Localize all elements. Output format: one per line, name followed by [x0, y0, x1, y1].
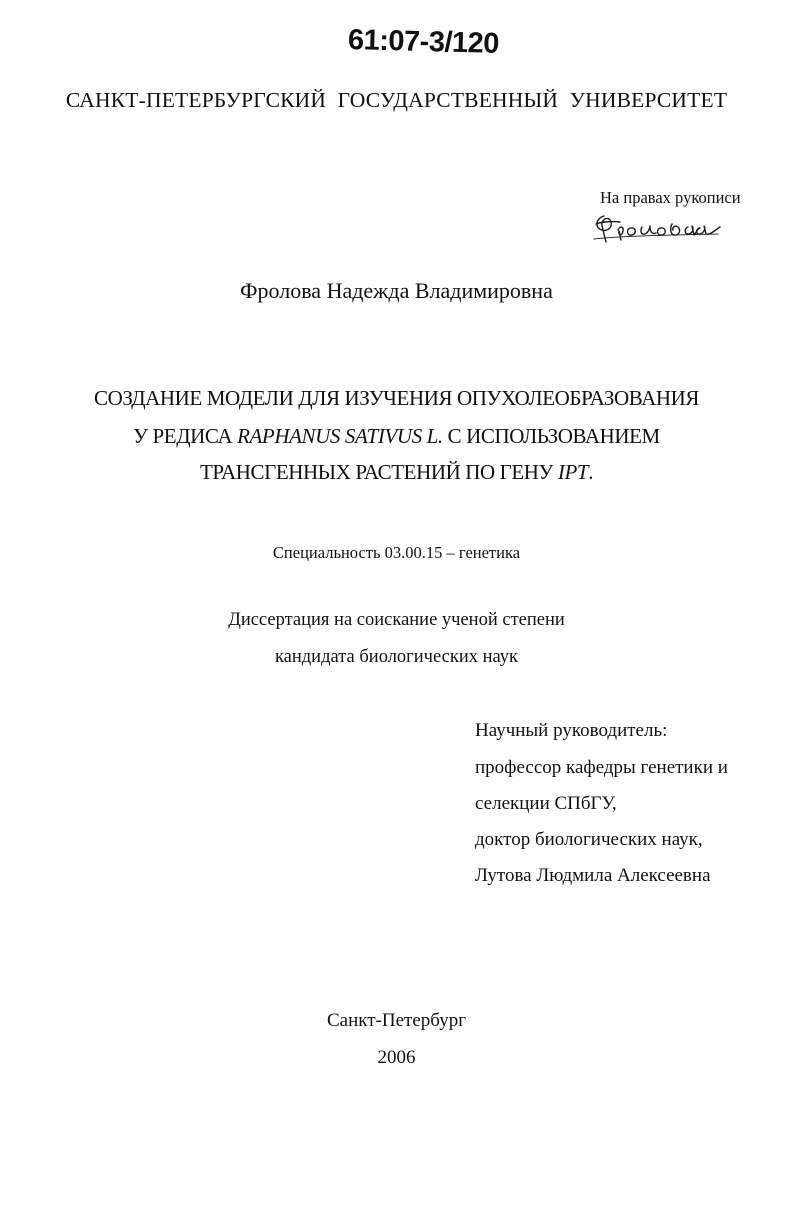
- dissertation-title-line-3: [0, 460, 793, 485]
- author-name: Фролова Надежда Владимировна: [240, 278, 553, 303]
- handwritten-signature: [590, 206, 735, 248]
- supervisor-name: Лутова Людмила Алексеевна: [475, 865, 711, 886]
- year: 2006: [377, 1047, 416, 1068]
- supervisor-heading: Научный руководитель:: [475, 720, 668, 741]
- dissertation-title-line-2: [0, 424, 793, 449]
- university-name: САНКТ-ПЕТЕРБУРГСКИЙ ГОСУДАРСТВЕННЫЙ УНИВЕРСИТЕТ: [65, 88, 728, 112]
- rights-note: На правах рукописи: [600, 188, 741, 207]
- city: Санкт-Петербург: [326, 1010, 466, 1031]
- catalog-number: 61:07-3/120: [347, 24, 500, 60]
- degree-line-1: Диссертация на соискание ученой степени: [228, 610, 565, 630]
- title-line-2-prefix: У РЕДИСА: [133, 424, 238, 448]
- species-name: RAPHANUS SATIVUS L.: [237, 424, 443, 448]
- title-line-2-suffix: С ИСПОЛЬЗОВАНИЕМ: [442, 424, 660, 448]
- gene-name: IPT: [557, 460, 589, 484]
- supervisor-department: селекции СПбГУ,: [475, 793, 617, 814]
- title-line-3-prefix: ТРАНСГЕННЫХ РАСТЕНИЙ ПО ГЕНУ: [199, 460, 558, 484]
- specialty: Специальность 03.00.15 – генетика: [272, 543, 521, 562]
- supervisor-position: профессор кафедры генетики и: [475, 757, 728, 778]
- dissertation-title-line-1: СОЗДАНИЕ МОДЕЛИ ДЛЯ ИЗУЧЕНИЯ ОПУХОЛЕОБРАЗОВАНИЯ: [94, 386, 699, 410]
- supervisor-degree: доктор биологических наук,: [475, 829, 703, 850]
- degree-line-2: кандидата биологических наук: [274, 647, 519, 667]
- title-line-3-suffix: .: [588, 460, 594, 484]
